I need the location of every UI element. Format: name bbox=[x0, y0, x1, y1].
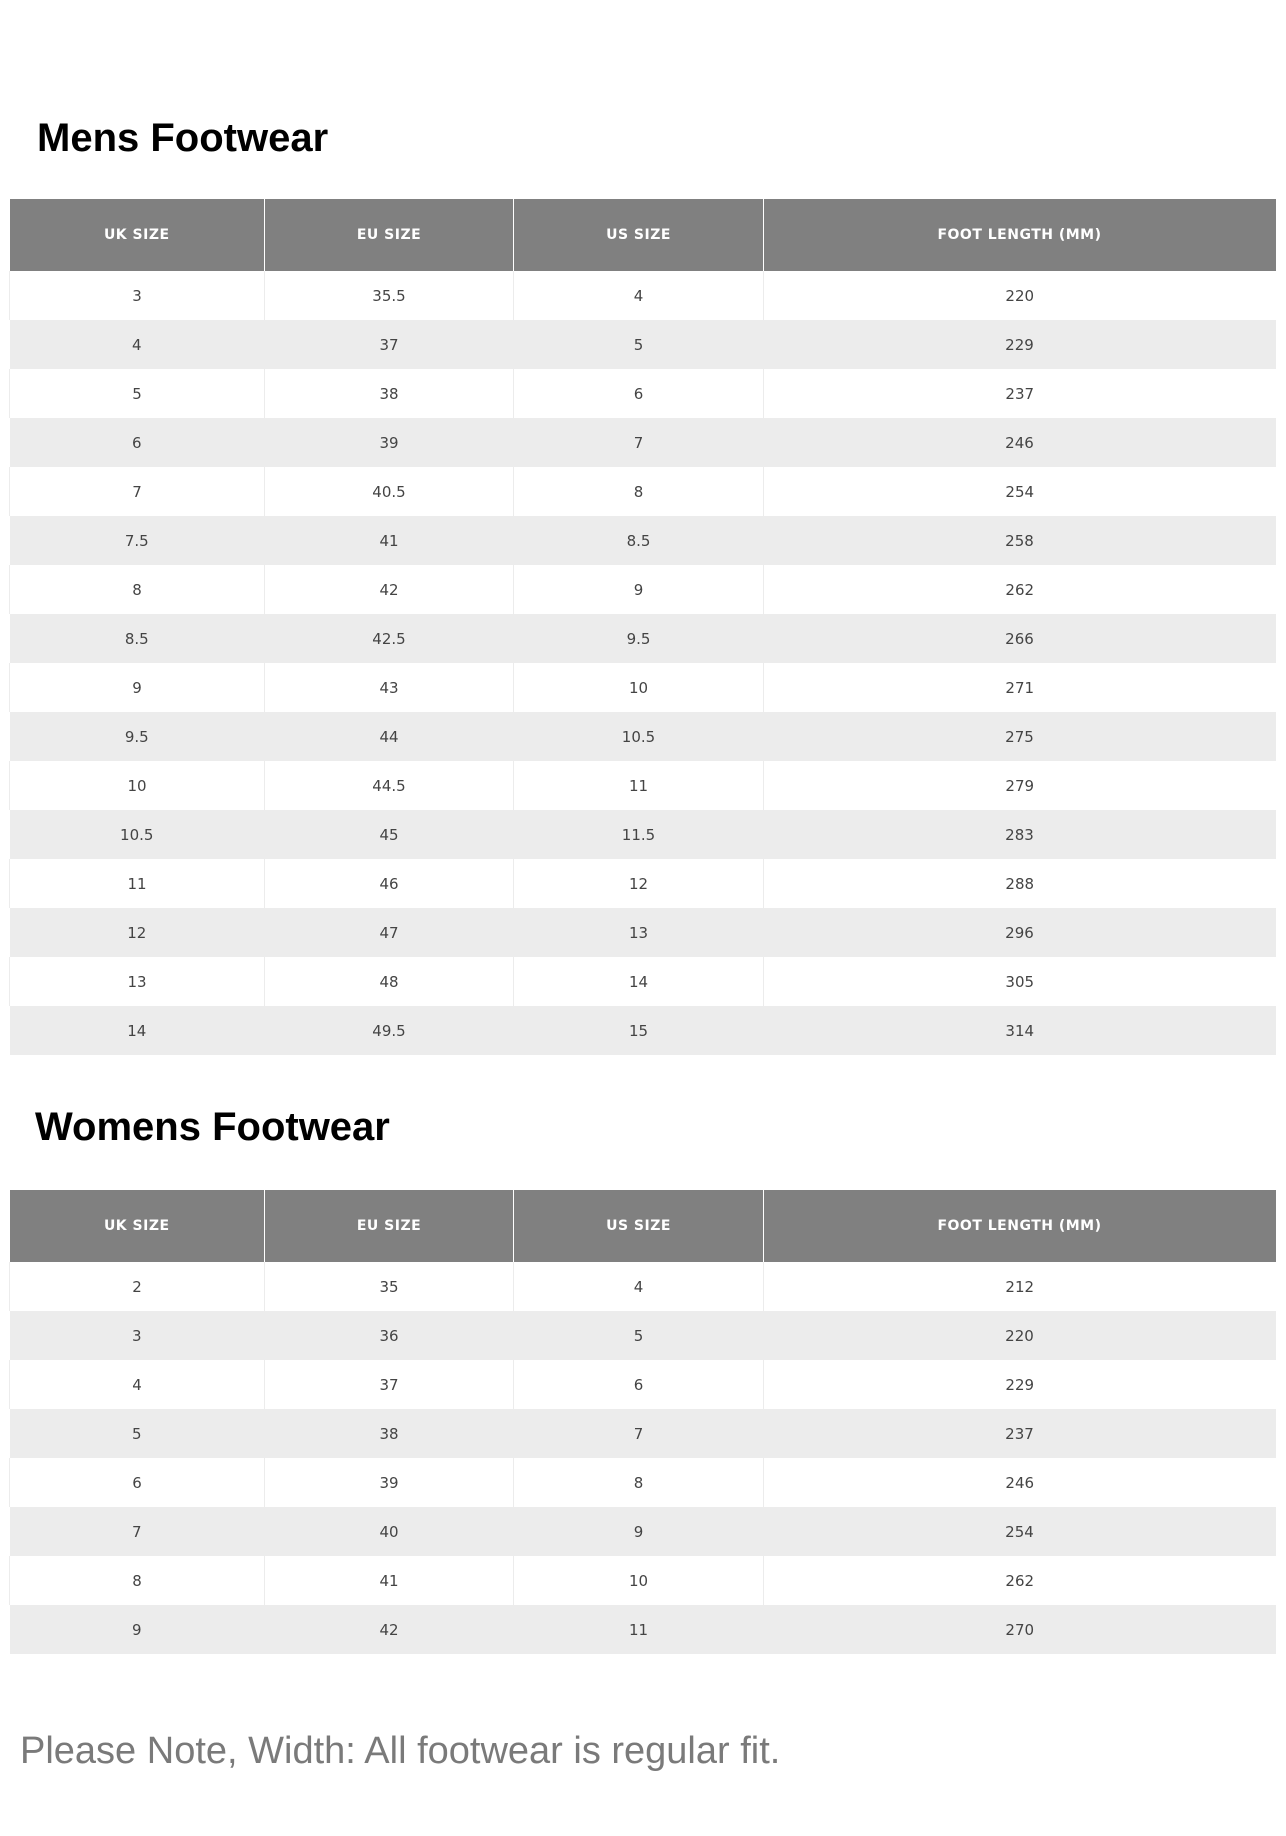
mens-footwear-title: Mens Footwear bbox=[37, 116, 329, 160]
uk-size-cell: 7 bbox=[10, 1507, 265, 1556]
foot-length-cell: 237 bbox=[764, 369, 1276, 418]
foot-length-cell: 270 bbox=[764, 1605, 1276, 1654]
us-size-cell: 7 bbox=[514, 418, 764, 467]
table-header-row bbox=[10, 199, 1276, 271]
us-size-cell: 9.5 bbox=[514, 614, 764, 663]
foot-length-cell: 275 bbox=[764, 712, 1276, 761]
table-row bbox=[10, 761, 1276, 810]
eu-size-cell: 35 bbox=[265, 1262, 514, 1311]
uk-size-cell: 9 bbox=[10, 663, 265, 712]
foot-length-cell: 283 bbox=[764, 810, 1276, 859]
header-eu-size: EU SIZE bbox=[265, 1190, 514, 1262]
foot-length-cell: 220 bbox=[764, 1311, 1276, 1360]
us-size-cell: 11 bbox=[514, 761, 764, 810]
eu-size-cell: 39 bbox=[265, 1458, 514, 1507]
header-us-size: US SIZE bbox=[514, 199, 764, 271]
uk-size-cell: 10 bbox=[10, 761, 265, 810]
uk-size-cell: 8 bbox=[10, 1556, 265, 1605]
table-row bbox=[10, 957, 1276, 1006]
us-size-cell: 4 bbox=[514, 271, 764, 320]
table-row bbox=[10, 1409, 1276, 1458]
uk-size-cell: 14 bbox=[10, 1006, 265, 1055]
eu-size-cell: 45 bbox=[265, 810, 514, 859]
us-size-cell: 6 bbox=[514, 369, 764, 418]
foot-length-cell: 229 bbox=[764, 320, 1276, 369]
table-row bbox=[10, 467, 1276, 516]
foot-length-cell: 258 bbox=[764, 516, 1276, 565]
eu-size-cell: 46 bbox=[265, 859, 514, 908]
eu-size-cell: 37 bbox=[265, 320, 514, 369]
us-size-cell: 10 bbox=[514, 1556, 764, 1605]
eu-size-cell: 37 bbox=[265, 1360, 514, 1409]
eu-size-cell: 40 bbox=[265, 1507, 514, 1556]
foot-length-cell: 246 bbox=[764, 418, 1276, 467]
us-size-cell: 6 bbox=[514, 1360, 764, 1409]
table-row bbox=[10, 565, 1276, 614]
mens-size-table bbox=[9, 199, 1276, 1055]
foot-length-cell: 305 bbox=[764, 957, 1276, 1006]
table-row bbox=[10, 1360, 1276, 1409]
us-size-cell: 11.5 bbox=[514, 810, 764, 859]
eu-size-cell: 41 bbox=[265, 516, 514, 565]
uk-size-cell: 6 bbox=[10, 1458, 265, 1507]
table-row bbox=[10, 1458, 1276, 1507]
uk-size-cell: 3 bbox=[10, 1311, 265, 1360]
foot-length-cell: 246 bbox=[764, 1458, 1276, 1507]
eu-size-cell: 35.5 bbox=[265, 271, 514, 320]
table-row bbox=[10, 908, 1276, 957]
us-size-cell: 4 bbox=[514, 1262, 764, 1311]
uk-size-cell: 6 bbox=[10, 418, 265, 467]
foot-length-cell: 220 bbox=[764, 271, 1276, 320]
table-row bbox=[10, 1507, 1276, 1556]
us-size-cell: 15 bbox=[514, 1006, 764, 1055]
uk-size-cell: 8.5 bbox=[10, 614, 265, 663]
table-row bbox=[10, 516, 1276, 565]
eu-size-cell: 48 bbox=[265, 957, 514, 1006]
us-size-cell: 13 bbox=[514, 908, 764, 957]
eu-size-cell: 42 bbox=[265, 1605, 514, 1654]
table-row bbox=[10, 1006, 1276, 1055]
us-size-cell: 5 bbox=[514, 1311, 764, 1360]
us-size-cell: 9 bbox=[514, 1507, 764, 1556]
uk-size-cell: 4 bbox=[10, 1360, 265, 1409]
foot-length-cell: 237 bbox=[764, 1409, 1276, 1458]
womens-footwear-title: Womens Footwear bbox=[35, 1105, 390, 1149]
uk-size-cell: 9.5 bbox=[10, 712, 265, 761]
table-row bbox=[10, 418, 1276, 467]
header-us-size: US SIZE bbox=[514, 1190, 764, 1262]
foot-length-cell: 279 bbox=[764, 761, 1276, 810]
eu-size-cell: 40.5 bbox=[265, 467, 514, 516]
uk-size-cell: 13 bbox=[10, 957, 265, 1006]
foot-length-cell: 229 bbox=[764, 1360, 1276, 1409]
foot-length-cell: 296 bbox=[764, 908, 1276, 957]
uk-size-cell: 9 bbox=[10, 1605, 265, 1654]
table-row bbox=[10, 369, 1276, 418]
table-row bbox=[10, 663, 1276, 712]
eu-size-cell: 41 bbox=[265, 1556, 514, 1605]
table-row bbox=[10, 810, 1276, 859]
foot-length-cell: 262 bbox=[764, 1556, 1276, 1605]
eu-size-cell: 42 bbox=[265, 565, 514, 614]
us-size-cell: 12 bbox=[514, 859, 764, 908]
header-uk-size: UK SIZE bbox=[10, 199, 265, 271]
eu-size-cell: 44 bbox=[265, 712, 514, 761]
eu-size-cell: 38 bbox=[265, 1409, 514, 1458]
table-header-row bbox=[10, 1190, 1276, 1262]
header-uk-size: UK SIZE bbox=[10, 1190, 265, 1262]
uk-size-cell: 5 bbox=[10, 1409, 265, 1458]
uk-size-cell: 7 bbox=[10, 467, 265, 516]
eu-size-cell: 47 bbox=[265, 908, 514, 957]
uk-size-cell: 4 bbox=[10, 320, 265, 369]
table-row bbox=[10, 1556, 1276, 1605]
foot-length-cell: 288 bbox=[764, 859, 1276, 908]
us-size-cell: 10 bbox=[514, 663, 764, 712]
header-foot-length: FOOT LENGTH (MM) bbox=[764, 1190, 1276, 1262]
us-size-cell: 10.5 bbox=[514, 712, 764, 761]
table-row bbox=[10, 271, 1276, 320]
eu-size-cell: 43 bbox=[265, 663, 514, 712]
uk-size-cell: 5 bbox=[10, 369, 265, 418]
foot-length-cell: 254 bbox=[764, 467, 1276, 516]
table-row bbox=[10, 712, 1276, 761]
womens-size-table bbox=[9, 1190, 1276, 1654]
foot-length-cell: 254 bbox=[764, 1507, 1276, 1556]
eu-size-cell: 38 bbox=[265, 369, 514, 418]
fit-note: Please Note, Width: All footwear is regular fit. bbox=[20, 1730, 781, 1772]
uk-size-cell: 11 bbox=[10, 859, 265, 908]
us-size-cell: 8 bbox=[514, 1458, 764, 1507]
foot-length-cell: 314 bbox=[764, 1006, 1276, 1055]
table-row bbox=[10, 1605, 1276, 1654]
eu-size-cell: 49.5 bbox=[265, 1006, 514, 1055]
us-size-cell: 7 bbox=[514, 1409, 764, 1458]
foot-length-cell: 271 bbox=[764, 663, 1276, 712]
foot-length-cell: 212 bbox=[764, 1262, 1276, 1311]
table-row bbox=[10, 320, 1276, 369]
us-size-cell: 14 bbox=[514, 957, 764, 1006]
eu-size-cell: 42.5 bbox=[265, 614, 514, 663]
us-size-cell: 8 bbox=[514, 467, 764, 516]
eu-size-cell: 36 bbox=[265, 1311, 514, 1360]
header-foot-length: FOOT LENGTH (MM) bbox=[764, 199, 1276, 271]
uk-size-cell: 10.5 bbox=[10, 810, 265, 859]
us-size-cell: 9 bbox=[514, 565, 764, 614]
header-eu-size: EU SIZE bbox=[265, 199, 514, 271]
foot-length-cell: 262 bbox=[764, 565, 1276, 614]
uk-size-cell: 3 bbox=[10, 271, 265, 320]
us-size-cell: 11 bbox=[514, 1605, 764, 1654]
us-size-cell: 5 bbox=[514, 320, 764, 369]
eu-size-cell: 39 bbox=[265, 418, 514, 467]
eu-size-cell: 44.5 bbox=[265, 761, 514, 810]
uk-size-cell: 8 bbox=[10, 565, 265, 614]
table-row bbox=[10, 614, 1276, 663]
uk-size-cell: 7.5 bbox=[10, 516, 265, 565]
table-row bbox=[10, 1262, 1276, 1311]
table-row bbox=[10, 1311, 1276, 1360]
foot-length-cell: 266 bbox=[764, 614, 1276, 663]
table-row bbox=[10, 859, 1276, 908]
uk-size-cell: 2 bbox=[10, 1262, 265, 1311]
uk-size-cell: 12 bbox=[10, 908, 265, 957]
us-size-cell: 8.5 bbox=[514, 516, 764, 565]
